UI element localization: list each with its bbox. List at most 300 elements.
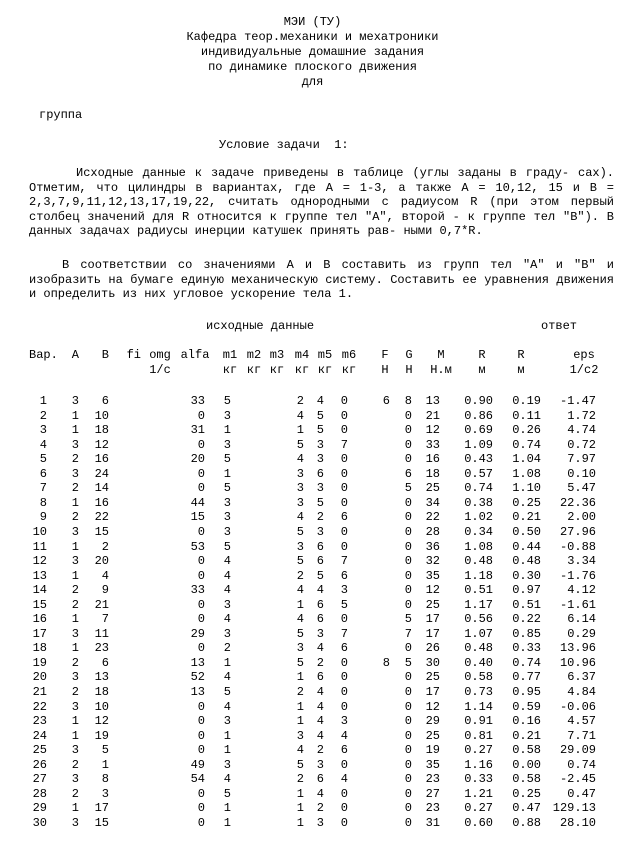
cell-m6: 3 [340, 714, 348, 729]
cell-G: 0 [404, 510, 412, 525]
cell-alfa: 44 [190, 495, 205, 510]
cell-m1: 3 [223, 524, 231, 539]
cell-m5: 3 [316, 626, 324, 641]
cell-G: 0 [404, 757, 412, 772]
cell-m5: 4 [316, 394, 324, 408]
cell-m4: 2 [296, 772, 304, 787]
cell-eps: -0.88 [559, 539, 596, 554]
table-row [0, 540, 625, 554]
cell-M: 33 [425, 437, 440, 452]
cell-alfa: 0 [197, 568, 205, 583]
cell-m1: 1 [223, 815, 231, 830]
cell-m6: 7 [340, 437, 348, 452]
cell-alfa: 31 [190, 423, 205, 438]
cell-B: 23 [94, 641, 109, 656]
cell-m4: 1 [296, 670, 304, 685]
column-header-G: G [405, 348, 413, 362]
column-header-omg: omg [149, 348, 171, 362]
cell-B: 10 [94, 408, 109, 423]
column-unit-F: Н [381, 363, 389, 377]
cell-m5: 3 [316, 437, 324, 452]
header-line-for: для [301, 75, 324, 89]
cell-R1: 0.60 [464, 815, 493, 830]
cell-R1: 0.27 [464, 801, 493, 816]
column-header-eps: eps [573, 348, 595, 362]
cell-B: 16 [94, 452, 109, 467]
cell-m1: 3 [223, 408, 231, 423]
column-unit-omg: 1/c [149, 363, 171, 377]
cell-var: 2 [39, 408, 47, 423]
cell-m5: 6 [316, 539, 324, 554]
cell-A: 2 [71, 597, 79, 612]
cell-m4: 3 [296, 495, 304, 510]
cell-m4: 4 [296, 510, 304, 525]
cell-R1: 1.17 [464, 597, 493, 612]
cell-M: 28 [425, 524, 440, 539]
cell-R2: 0.30 [512, 568, 541, 583]
cell-B: 13 [94, 670, 109, 685]
cell-R2: 0.95 [512, 685, 541, 699]
cell-m6: 0 [340, 801, 348, 816]
column-unit-m4: кг [294, 363, 310, 377]
cell-alfa: 0 [197, 801, 205, 816]
cell-m1: 3 [223, 495, 231, 510]
cell-M: 27 [425, 786, 440, 801]
cell-var: 22 [32, 699, 47, 714]
cell-var: 4 [39, 437, 47, 452]
header-line-assignments: индивидуальные домашние задания [200, 45, 425, 59]
cell-A: 1 [71, 539, 79, 554]
table-header-units [0, 363, 625, 377]
cell-A: 1 [71, 612, 79, 627]
cell-R1: 0.58 [464, 670, 493, 685]
table-row [0, 452, 625, 466]
cell-M: 34 [425, 495, 440, 510]
cell-m1: 5 [223, 481, 231, 496]
table-row [0, 423, 625, 437]
cell-m6: 0 [340, 495, 348, 510]
cell-m5: 4 [316, 728, 324, 743]
table-row [0, 685, 625, 699]
cell-eps: 0.29 [567, 626, 596, 641]
cell-m5: 4 [316, 685, 324, 699]
cell-m4: 1 [296, 786, 304, 801]
task-title: Условие задачи 1: [219, 138, 349, 152]
cell-m5: 6 [316, 597, 324, 612]
cell-eps: 6.37 [567, 670, 596, 685]
cell-M: 22 [425, 510, 440, 525]
cell-var: 11 [32, 539, 47, 554]
cell-eps: 5.47 [567, 481, 596, 496]
cell-m1: 5 [223, 394, 231, 408]
cell-B: 7 [101, 612, 109, 627]
table-row [0, 467, 625, 481]
cell-m4: 3 [296, 728, 304, 743]
cell-m4: 4 [296, 452, 304, 467]
cell-B: 14 [94, 481, 109, 496]
column-header-M: M [437, 348, 445, 362]
cell-m4: 5 [296, 626, 304, 641]
column-header-m3: m3 [269, 348, 285, 362]
column-header-var: Вар. [29, 348, 58, 362]
cell-m1: 1 [223, 801, 231, 816]
cell-m5: 3 [316, 815, 324, 830]
table-row [0, 583, 625, 597]
cell-eps: 1.72 [567, 408, 596, 423]
cell-R1: 0.48 [464, 554, 493, 569]
cell-m4: 5 [296, 437, 304, 452]
cell-m5: 4 [316, 641, 324, 656]
column-header-alfa: alfa [180, 348, 210, 362]
cell-eps: -1.61 [559, 597, 596, 612]
cell-R1: 0.56 [464, 612, 493, 627]
cell-M: 35 [425, 757, 440, 772]
cell-m1: 3 [223, 626, 231, 641]
cell-var: 16 [32, 612, 47, 627]
cell-M: 17 [425, 685, 440, 699]
cell-m5: 2 [316, 655, 324, 670]
cell-m6: 6 [340, 641, 348, 656]
cell-alfa: 0 [197, 481, 205, 496]
cell-m1: 4 [223, 568, 231, 583]
cell-m4: 1 [296, 423, 304, 438]
cell-alfa: 54 [190, 772, 205, 787]
cell-m5: 3 [316, 524, 324, 539]
column-header-F: F [381, 348, 389, 362]
cell-R1: 1.07 [464, 626, 493, 641]
cell-R2: 0.59 [512, 699, 541, 714]
cell-m1: 4 [223, 772, 231, 787]
cell-B: 15 [94, 815, 109, 830]
cell-var: 1 [39, 394, 47, 408]
cell-m1: 4 [223, 699, 231, 714]
cell-m6: 0 [340, 757, 348, 772]
cell-m6: 0 [340, 612, 348, 627]
cell-alfa: 0 [197, 466, 205, 481]
cell-A: 2 [71, 757, 79, 772]
cell-G: 8 [404, 394, 412, 408]
cell-m4: 5 [296, 655, 304, 670]
cell-var: 18 [32, 641, 47, 656]
cell-G: 0 [404, 714, 412, 729]
cell-G: 5 [404, 655, 412, 670]
cell-m5: 2 [316, 743, 324, 758]
cell-R1: 0.40 [464, 655, 493, 670]
cell-m6: 0 [340, 452, 348, 467]
cell-R2: 0.48 [512, 554, 541, 569]
cell-m5: 6 [316, 554, 324, 569]
cell-m1: 4 [223, 554, 231, 569]
cell-R1: 0.33 [464, 772, 493, 787]
cell-B: 15 [94, 524, 109, 539]
cell-A: 2 [71, 481, 79, 496]
cell-alfa: 0 [197, 612, 205, 627]
cell-m1: 3 [223, 437, 231, 452]
cell-A: 3 [71, 699, 79, 714]
cell-var: 6 [39, 466, 47, 481]
cell-R1: 0.43 [464, 452, 493, 467]
cell-eps: 129.13 [552, 801, 596, 816]
cell-eps: 22.36 [559, 495, 596, 510]
cell-M: 17 [425, 626, 440, 641]
column-unit-R2: м [517, 363, 525, 377]
table-row [0, 481, 625, 495]
cell-m5: 5 [316, 423, 324, 438]
cell-R2: 0.21 [512, 728, 541, 743]
column-unit-m1: кг [222, 363, 238, 377]
cell-R1: 1.09 [464, 437, 493, 452]
column-header-A: A [71, 348, 79, 362]
cell-A: 2 [71, 583, 79, 598]
cell-m4: 5 [296, 554, 304, 569]
column-header-m4: m4 [294, 348, 310, 362]
cell-m4: 4 [296, 408, 304, 423]
table-row [0, 641, 625, 655]
cell-R1: 0.86 [464, 408, 493, 423]
table-row [0, 801, 625, 815]
cell-var: 23 [32, 714, 47, 729]
cell-R2: 0.11 [512, 408, 541, 423]
cell-M: 25 [425, 481, 440, 496]
cell-A: 1 [71, 801, 79, 816]
table-row [0, 758, 625, 772]
cell-A: 2 [71, 655, 79, 670]
task-paragraph-2: В соответствии со значениями A и B составить из групп тел "A" и "B" и изобразить на бумаге единую механическую систему. Составить ее уравнения движения и определить из них угловое ускорение тела 1. [29, 258, 614, 302]
column-unit-eps: 1/c2 [569, 363, 599, 377]
cell-var: 3 [39, 423, 47, 438]
cell-G: 0 [404, 452, 412, 467]
cell-B: 24 [94, 466, 109, 481]
cell-var: 20 [32, 670, 47, 685]
cell-R2: 1.10 [512, 481, 541, 496]
cell-R1: 0.51 [464, 583, 493, 598]
cell-m4: 5 [296, 524, 304, 539]
cell-alfa: 15 [190, 510, 205, 525]
cell-R1: 0.74 [464, 481, 493, 496]
cell-m1: 2 [223, 641, 231, 656]
cell-m6: 5 [340, 597, 348, 612]
cell-var: 25 [32, 743, 47, 758]
cell-M: 16 [425, 452, 440, 467]
cell-B: 20 [94, 554, 109, 569]
cell-alfa: 52 [190, 670, 205, 685]
cell-alfa: 0 [197, 714, 205, 729]
cell-alfa: 0 [197, 815, 205, 830]
table-row [0, 409, 625, 423]
cell-alfa: 0 [197, 437, 205, 452]
cell-m5: 2 [316, 801, 324, 816]
cell-R2: 0.58 [512, 743, 541, 758]
cell-m6: 0 [340, 466, 348, 481]
cell-A: 3 [71, 466, 79, 481]
cell-m6: 0 [340, 539, 348, 554]
cell-B: 3 [101, 786, 109, 801]
cell-A: 3 [71, 815, 79, 830]
cell-G: 0 [404, 539, 412, 554]
cell-R2: 0.77 [512, 670, 541, 685]
cell-R1: 1.16 [464, 757, 493, 772]
cell-m5: 4 [316, 583, 324, 598]
cell-M: 36 [425, 539, 440, 554]
cell-A: 1 [71, 641, 79, 656]
cell-A: 3 [71, 394, 79, 408]
cell-m5: 4 [316, 699, 324, 714]
cell-G: 0 [404, 408, 412, 423]
cell-R2: 0.21 [512, 510, 541, 525]
cell-A: 3 [71, 524, 79, 539]
cell-B: 10 [94, 699, 109, 714]
cell-m6: 7 [340, 554, 348, 569]
table-row [0, 496, 625, 510]
cell-A: 1 [71, 423, 79, 438]
cell-m1: 5 [223, 539, 231, 554]
cell-M: 32 [425, 554, 440, 569]
cell-B: 4 [101, 568, 109, 583]
cell-A: 3 [71, 670, 79, 685]
cell-R2: 1.04 [512, 452, 541, 467]
cell-R2: 0.88 [512, 815, 541, 830]
cell-G: 0 [404, 699, 412, 714]
cell-R2: 0.97 [512, 583, 541, 598]
cell-m5: 6 [316, 466, 324, 481]
column-unit-m5: кг [317, 363, 333, 377]
cell-m4: 1 [296, 714, 304, 729]
cell-m1: 3 [223, 510, 231, 525]
cell-R2: 0.58 [512, 772, 541, 787]
cell-G: 0 [404, 423, 412, 438]
header-line-institution: МЭИ (ТУ) [283, 15, 342, 29]
cell-var: 21 [32, 685, 47, 699]
cell-B: 18 [94, 423, 109, 438]
table-row [0, 656, 625, 670]
cell-R1: 0.48 [464, 641, 493, 656]
cell-m4: 5 [296, 757, 304, 772]
cell-eps: 3.34 [567, 554, 596, 569]
cell-R2: 0.85 [512, 626, 541, 641]
cell-M: 13 [425, 394, 440, 408]
cell-G: 0 [404, 437, 412, 452]
cell-B: 1 [101, 757, 109, 772]
cell-m4: 3 [296, 481, 304, 496]
cell-m6: 0 [340, 815, 348, 830]
cell-G: 0 [404, 583, 412, 598]
table-row [0, 598, 625, 612]
cell-eps: 28.10 [559, 815, 596, 830]
cell-m4: 4 [296, 612, 304, 627]
cell-m1: 3 [223, 714, 231, 729]
cell-m5: 6 [316, 772, 324, 787]
cell-A: 3 [71, 626, 79, 641]
cell-alfa: 0 [197, 743, 205, 758]
cell-m6: 3 [340, 583, 348, 598]
column-header-R2: R [517, 348, 525, 362]
cell-M: 12 [425, 699, 440, 714]
cell-R2: 0.19 [512, 394, 541, 408]
cell-m5: 2 [316, 510, 324, 525]
cell-M: 12 [425, 583, 440, 598]
cell-eps: 10.96 [559, 655, 596, 670]
cell-B: 5 [101, 743, 109, 758]
cell-eps: 7.97 [567, 452, 596, 467]
cell-m6: 0 [340, 408, 348, 423]
cell-B: 21 [94, 597, 109, 612]
cell-G: 0 [404, 524, 412, 539]
cell-m1: 4 [223, 670, 231, 685]
column-header-fi: fi [126, 348, 141, 362]
cell-R2: 0.22 [512, 612, 541, 627]
cell-var: 8 [39, 495, 47, 510]
cell-m5: 4 [316, 714, 324, 729]
cell-m5: 3 [316, 757, 324, 772]
table-row [0, 743, 625, 757]
cell-B: 8 [101, 772, 109, 787]
table-row [0, 772, 625, 786]
cell-eps: 4.84 [567, 685, 596, 699]
cell-R1: 0.73 [464, 685, 493, 699]
cell-G: 0 [404, 786, 412, 801]
cell-m1: 5 [223, 786, 231, 801]
group-label: группа [39, 108, 83, 122]
cell-m5: 3 [316, 481, 324, 496]
column-header-m1: m1 [222, 348, 238, 362]
cell-var: 30 [32, 815, 47, 830]
cell-R1: 1.08 [464, 539, 493, 554]
cell-R1: 0.57 [464, 466, 493, 481]
cell-G: 0 [404, 743, 412, 758]
cell-m4: 2 [296, 568, 304, 583]
cell-eps: 7.71 [567, 728, 596, 743]
cell-alfa: 49 [190, 757, 205, 772]
cell-m6: 0 [340, 423, 348, 438]
column-header-m5: m5 [317, 348, 333, 362]
cell-M: 29 [425, 714, 440, 729]
cell-m6: 0 [340, 670, 348, 685]
cell-R1: 0.69 [464, 423, 493, 438]
cell-R1: 1.14 [464, 699, 493, 714]
table-row [0, 787, 625, 801]
cell-m4: 4 [296, 583, 304, 598]
table-row [0, 438, 625, 452]
cell-m1: 1 [223, 728, 231, 743]
table-header-names [0, 348, 625, 362]
cell-M: 17 [425, 612, 440, 627]
cell-B: 16 [94, 495, 109, 510]
cell-G: 5 [404, 481, 412, 496]
cell-m6: 0 [340, 655, 348, 670]
cell-var: 14 [32, 583, 47, 598]
answer-title: ответ [541, 319, 578, 333]
header-line-department: Кафедра теор.механики и мехатроники [186, 30, 439, 44]
table-row [0, 700, 625, 714]
cell-B: 18 [94, 685, 109, 699]
cell-m5: 4 [316, 786, 324, 801]
cell-eps: 6.14 [567, 612, 596, 627]
cell-R1: 1.02 [464, 510, 493, 525]
cell-alfa: 33 [190, 394, 205, 408]
cell-m1: 3 [223, 757, 231, 772]
cell-m4: 4 [296, 743, 304, 758]
cell-m1: 1 [223, 655, 231, 670]
cell-m5: 3 [316, 452, 324, 467]
cell-m6: 0 [340, 786, 348, 801]
cell-G: 0 [404, 670, 412, 685]
cell-m6: 0 [340, 394, 348, 408]
cell-var: 19 [32, 655, 47, 670]
cell-G: 0 [404, 597, 412, 612]
cell-G: 7 [404, 626, 412, 641]
cell-F: 6 [382, 394, 390, 408]
cell-alfa: 29 [190, 626, 205, 641]
